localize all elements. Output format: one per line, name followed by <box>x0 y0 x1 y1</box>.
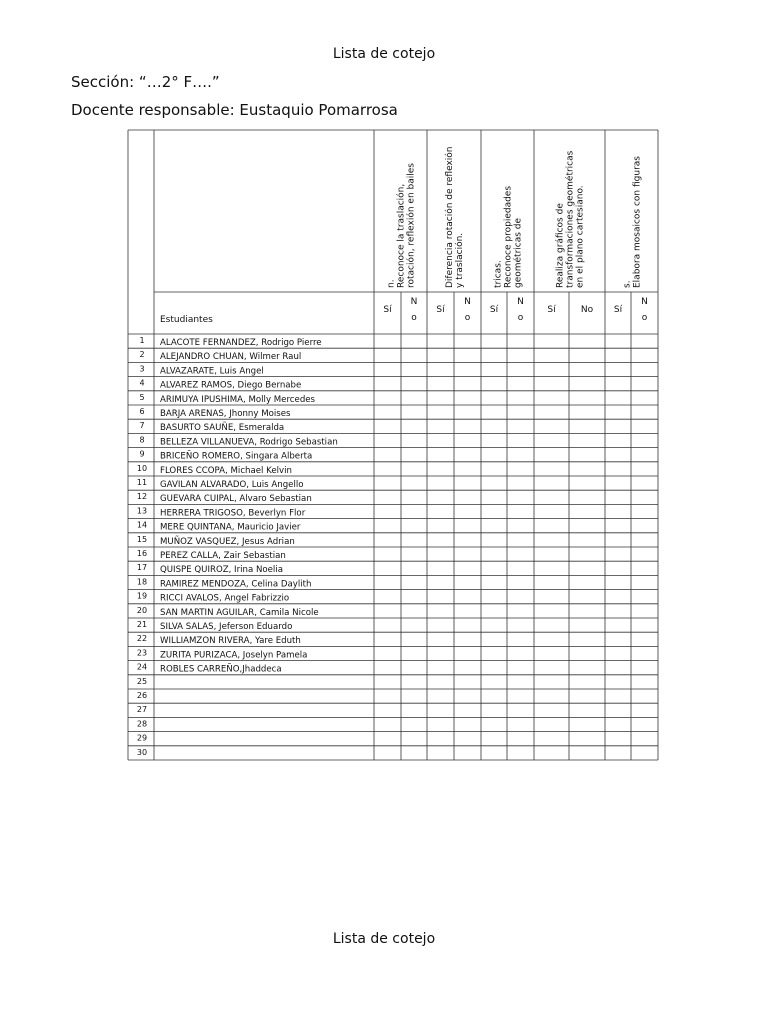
yes-header: Sí <box>613 305 623 315</box>
row-number: 1 <box>139 336 145 345</box>
student-name: RAMIREZ MENDOZA, Celina Daylith <box>160 579 312 590</box>
student-name: GAVILAN ALVARADO, Luis Angello <box>160 480 304 490</box>
criterion-label: y traslación. <box>455 232 465 288</box>
row-number: 11 <box>136 478 148 487</box>
student-name: ZURITA PURIZACA, Joselyn Pamela <box>160 650 308 661</box>
student-name: ROBLES CARREÑO,Jhaddeca <box>160 664 282 675</box>
row-number: 19 <box>136 591 148 601</box>
criterion-label: rotación, reflexión en bailes <box>406 163 417 288</box>
no-header: o <box>464 313 471 323</box>
row-number: 12 <box>136 492 148 502</box>
criterion-label: Realiza gráficos de <box>555 203 566 288</box>
yes-header: Sí <box>547 305 556 315</box>
row-number: 25 <box>136 676 148 686</box>
no-header: N <box>517 297 524 307</box>
student-name: MUÑOZ VASQUEZ, Jesus Adrian <box>160 536 295 547</box>
criterion-label: n. <box>386 279 397 288</box>
student-name: BRICEÑO ROMERO, Singara Alberta <box>160 451 313 462</box>
row-number: 27 <box>136 705 148 715</box>
students-header: Estudiantes <box>160 315 213 325</box>
row-number: 2 <box>139 350 145 360</box>
student-name: PEREZ CALLA, Zair Sebastian <box>160 551 286 561</box>
criterion-label: Reconoce la traslación, <box>396 183 407 288</box>
row-number: 7 <box>139 421 145 431</box>
row-number: 28 <box>136 719 148 729</box>
page-title: Lista de cotejo <box>332 46 436 62</box>
criterion-label: tricas. <box>493 260 504 288</box>
row-number: 20 <box>136 605 148 615</box>
student-name: HERRERA TRIGOSO, Beverlyn Flor <box>160 508 306 519</box>
row-number: 5 <box>139 392 145 402</box>
student-name: BELLEZA VILLANUEVA, Rodrigo Sebastian <box>160 437 338 448</box>
row-number: 16 <box>136 549 148 558</box>
teacher-label: Docente responsable: Eustaquio Pomarrosa <box>71 101 398 119</box>
student-name: WILLIAMZON RIVERA, Yare Eduth <box>160 636 301 647</box>
student-name: ALEJANDRO CHUAN, Wilmer Raul <box>160 352 302 363</box>
student-name: ALACOTE FERNANDEZ, Rodrigo Pierre <box>160 338 322 348</box>
criterion-label: Diferencia rotación de reflexión <box>445 146 455 288</box>
student-name: BARJA ARENAS, Jhonny Moises <box>160 409 291 419</box>
no-header: o <box>411 313 417 323</box>
row-number: 6 <box>139 407 145 416</box>
row-number: 15 <box>136 534 148 544</box>
yes-header: Sí <box>383 305 392 315</box>
section-label: Sección: “…2° F….” <box>71 73 220 91</box>
student-name: BASURTO SAUÑE, Esmeralda <box>160 423 285 434</box>
row-number: 23 <box>136 648 148 658</box>
row-number: 8 <box>139 435 145 445</box>
criterion-label: Elabora mosaicos con figuras <box>632 156 643 288</box>
criterion-label: en el plano cartesiano. <box>575 185 586 288</box>
student-name: RICCI AVALOS, Angel Fabrizzio <box>160 593 290 604</box>
student-name: ALVAZARATE, Luis Angel <box>160 366 264 377</box>
no-header: N <box>464 297 471 307</box>
student-name: QUISPE QUIROZ, Irina Noelia <box>160 565 283 576</box>
criterion-label: s. <box>622 280 633 288</box>
student-name: SAN MARTIN AGUILAR, Camila Nicole <box>160 607 319 618</box>
row-number: 21 <box>136 620 148 629</box>
criterion-label: geométricas de <box>513 217 524 288</box>
student-name: GUEVARA CUIPAL, Alvaro Sebastian <box>160 494 312 505</box>
row-number: 3 <box>139 364 145 374</box>
row-number: 18 <box>136 577 148 587</box>
row-number: 17 <box>136 563 148 573</box>
criterion-label: Reconoce propiedades <box>503 185 514 288</box>
row-number: 30 <box>136 747 148 757</box>
row-number: 10 <box>136 463 148 473</box>
row-number: 26 <box>136 691 148 700</box>
criterion-label: transformaciones geométricas <box>565 150 576 288</box>
row-number: 22 <box>136 634 148 644</box>
row-number: 4 <box>139 378 145 388</box>
row-number: 29 <box>136 733 148 743</box>
no-header: No <box>580 305 594 315</box>
no-header: o <box>641 313 648 323</box>
yes-header: Sí <box>489 305 499 315</box>
no-header: o <box>517 313 524 323</box>
footer-title: Lista de cotejo <box>332 931 436 947</box>
row-number: 13 <box>136 506 148 516</box>
student-name: ALVAREZ RAMOS, Diego Bernabe <box>160 380 302 391</box>
row-number: 9 <box>139 449 145 459</box>
no-header: N <box>641 297 648 307</box>
student-name: FLORES CCOPA, Michael Kelvin <box>160 465 292 476</box>
row-number: 24 <box>136 662 148 672</box>
yes-header: Sí <box>436 305 445 315</box>
student-name: SILVA SALAS, Jeferson Eduardo <box>160 622 293 632</box>
student-name: MERE QUINTANA, Mauricio Javier <box>160 522 301 533</box>
no-header: N <box>410 297 418 307</box>
row-number: 14 <box>136 520 148 530</box>
student-name: ARIMUYA IPUSHIMA, Molly Mercedes <box>160 394 316 405</box>
